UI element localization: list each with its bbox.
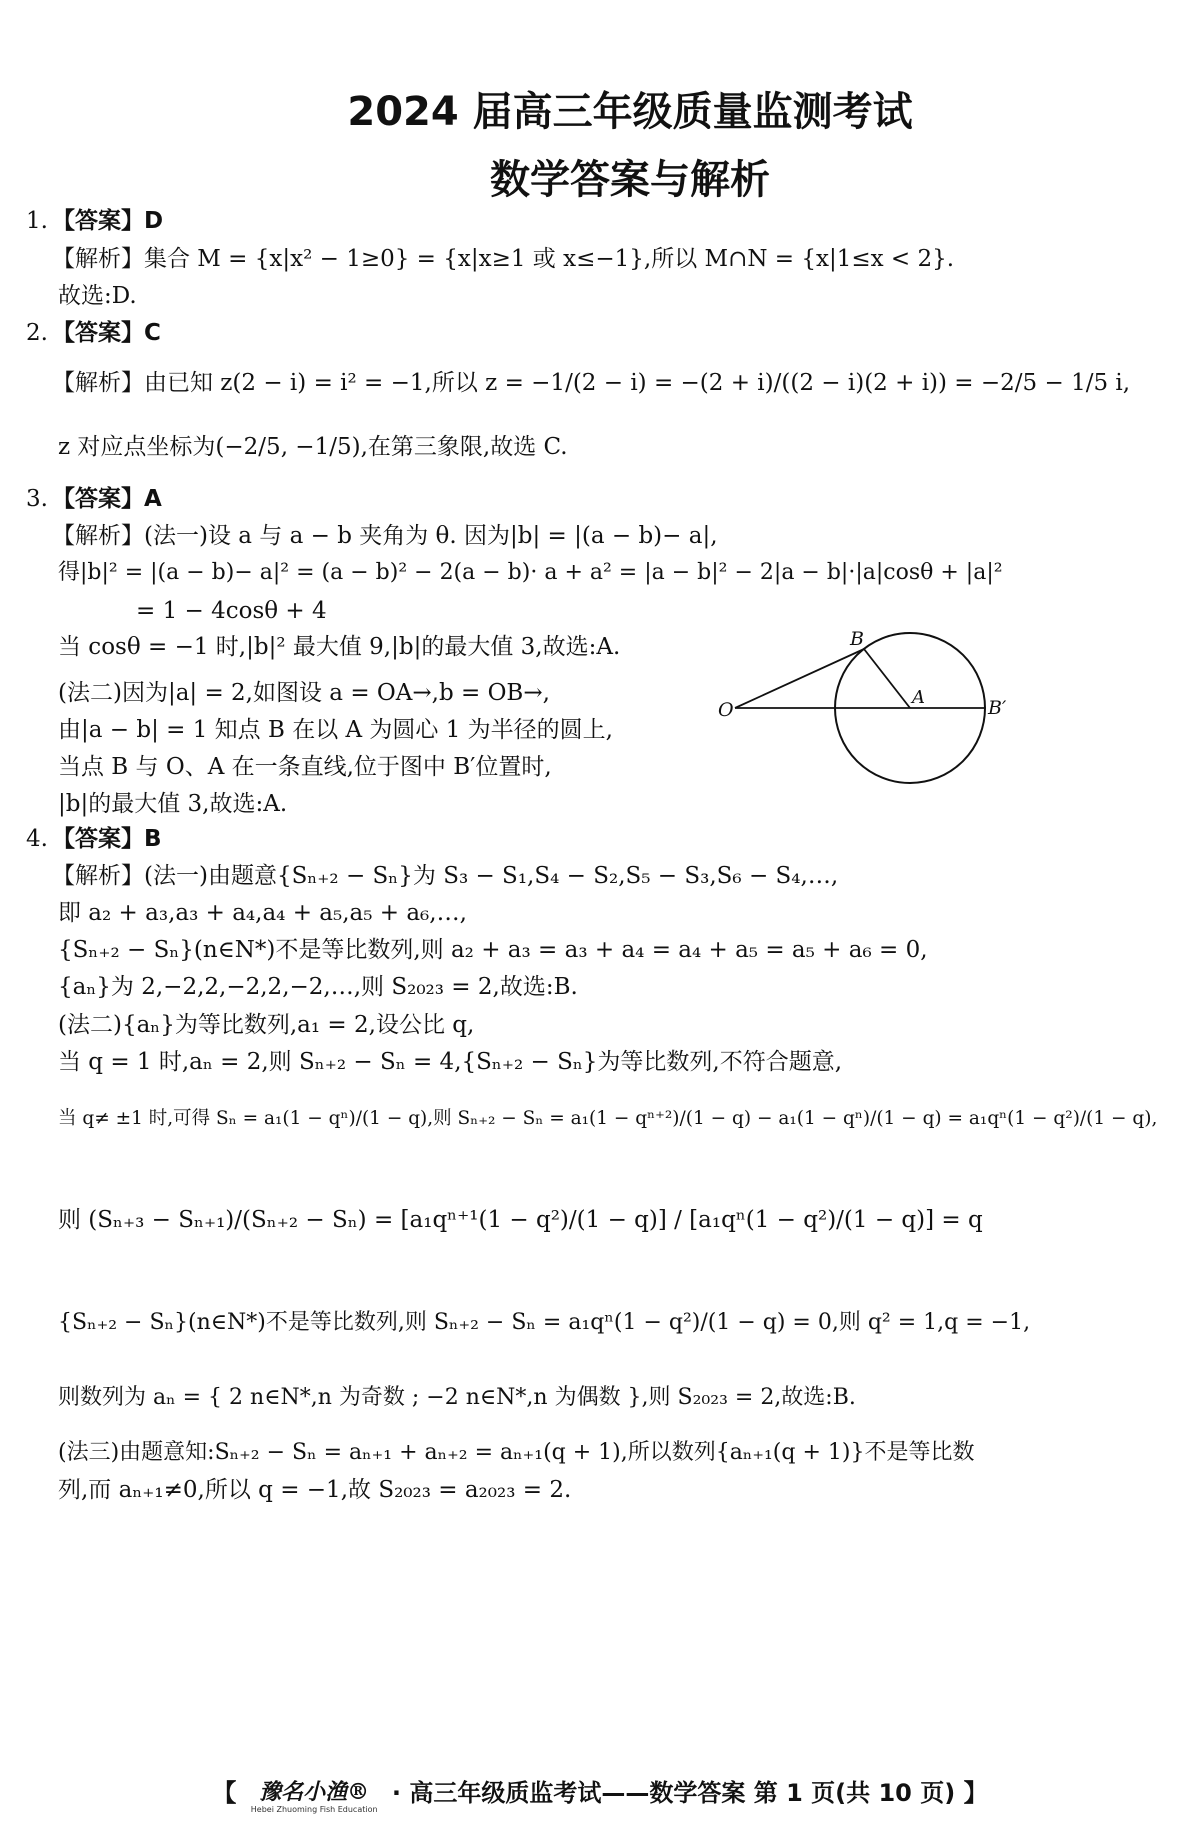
analysis-line: 列,而 aₙ₊₁≠0,所以 q = −1,故 S₂₀₂₃ = a₂₀₂₃ = 2. xyxy=(58,1477,572,1503)
analysis-line: (法二){aₙ}为等比数列,a₁ = 2,设公比 q, xyxy=(58,1012,475,1038)
footer-left-bracket: 【 xyxy=(212,1779,237,1807)
question-number: 2. xyxy=(26,320,48,346)
brand-name: 豫名小渔® xyxy=(259,1778,370,1805)
figure-label-o: O xyxy=(718,699,734,721)
analysis-line: z 对应点坐标为(−2/5, −1/5),在第三象限,故选 C. xyxy=(58,434,568,460)
footer-text: · 高三年级质监考试——数学答案 第 1 页(共 10 页) xyxy=(391,1779,956,1807)
figure-label-a: A xyxy=(912,687,925,708)
question-number: 1. xyxy=(26,208,48,234)
question-number: 3. xyxy=(26,486,48,512)
analysis-line: 故选:D. xyxy=(58,283,137,309)
analysis-line: (法三)由题意知:Sₙ₊₂ − Sₙ = aₙ₊₁ + aₙ₊₂ = aₙ₊₁(q + 1),所以数列{aₙ₊₁(q + 1)}不是等比数 xyxy=(58,1440,975,1465)
analysis-line: |b|的最大值 3,故选:A. xyxy=(58,791,288,817)
figure-line-ob xyxy=(735,649,864,708)
analysis-line: 当 cosθ = −1 时,|b|² 最大值 9,|b|的最大值 3,故选:A. xyxy=(58,634,621,660)
analysis-line: 则 (Sₙ₊₃ − Sₙ₊₁)/(Sₙ₊₂ − Sₙ) = [a₁qⁿ⁺¹(1 − q²)/(1 − q)] / [a₁qⁿ(1 − q²)/(1 − q)] = q xyxy=(58,1207,983,1233)
brand-subtitle: Hebei Zhuoming Fish Education xyxy=(250,1804,378,1814)
analysis-line: (法二)因为|a| = 2,如图设 a = OA→,b = OB→, xyxy=(58,680,550,706)
analysis-line: 当 q≠ ±1 时,可得 Sₙ = a₁(1 − qⁿ)/(1 − q),则 Sₙ₊₂ − Sₙ = a₁(1 − qⁿ⁺²)/(1 − q) − a₁(1 − qⁿ)/(1 − q) = a₁qⁿ(1 − q²)/(1 − q), xyxy=(58,1108,1158,1129)
analysis-line: 当 q = 1 时,aₙ = 2,则 Sₙ₊₂ − Sₙ = 4,{Sₙ₊₂ − Sₙ}为等比数列,不符合题意, xyxy=(58,1049,843,1075)
analysis-line: {Sₙ₊₂ − Sₙ}(n∈N*)不是等比数列,则 Sₙ₊₂ − Sₙ = a₁qⁿ(1 − q²)/(1 − q) = 0,则 q² = 1,q = −1, xyxy=(58,1310,1031,1335)
figure-label-b: B xyxy=(850,628,864,650)
answer-label: 【答案】B xyxy=(52,826,162,852)
brand-logo xyxy=(251,1775,378,1814)
analysis-line: 则数列为 aₙ = { 2 n∈N*,n 为奇数 ; −2 n∈N*,n 为偶数 },则 S₂₀₂₃ = 2,故选:B. xyxy=(58,1385,856,1410)
analysis-line: 得|b|² = |(a − b)− a|² = (a − b)² − 2(a − b)· a + a² = |a − b|² − 2|a − b|·|a|cosθ + |a|² xyxy=(58,560,1003,585)
question-number: 4. xyxy=(26,826,48,852)
footer-right-bracket: 】 xyxy=(963,1779,988,1807)
analysis-line: 【解析】(法一)设 a 与 a − b 夹角为 θ. 因为|b| = |(a − b)− a|, xyxy=(52,523,718,549)
page-title: 2024 届高三年级质量监测考试 xyxy=(347,89,913,135)
answer-label: 【答案】A xyxy=(52,486,162,512)
answer-label: 【答案】D xyxy=(52,208,164,234)
analysis-line: 当点 B 与 O、A 在一条直线,位于图中 B′位置时, xyxy=(58,754,552,780)
analysis-line: 【解析】集合 M = {x|x² − 1≥0} = {x|x≥1 或 x≤−1},所以 M∩N = {x|1≤x < 2}. xyxy=(52,246,955,272)
analysis-line: 由|a − b| = 1 知点 B 在以 A 为圆心 1 为半径的圆上, xyxy=(58,717,613,743)
figure-line-ab xyxy=(864,649,910,708)
analysis-line: 【解析】由已知 z(2 − i) = i² = −1,所以 z = −1/(2 − i) = −(2 + i)/((2 − i)(2 + i)) = −2/5 − 1/5 i, xyxy=(52,370,1131,396)
figure-label-b-prime: B′ xyxy=(988,697,1007,719)
analysis-line: = 1 − 4cosθ + 4 xyxy=(136,598,327,624)
page-footer xyxy=(0,1773,1200,1814)
analysis-line: {Sₙ₊₂ − Sₙ}(n∈N*)不是等比数列,则 a₂ + a₃ = a₃ + a₄ = a₄ + a₅ = a₅ + a₆ = 0, xyxy=(58,937,928,963)
circle-figure xyxy=(700,625,1030,795)
analysis-line: {aₙ}为 2,−2,2,−2,2,−2,…,则 S₂₀₂₃ = 2,故选:B. xyxy=(58,974,578,1000)
analysis-line: 【解析】(法一)由题意{Sₙ₊₂ − Sₙ}为 S₃ − S₁,S₄ − S₂,S₅ − S₃,S₆ − S₄,…, xyxy=(52,863,839,889)
answer-label: 【答案】C xyxy=(52,320,161,346)
analysis-line: 即 a₂ + a₃,a₃ + a₄,a₄ + a₅,a₅ + a₆,…, xyxy=(58,900,467,926)
page-subtitle: 数学答案与解析 xyxy=(490,157,770,203)
